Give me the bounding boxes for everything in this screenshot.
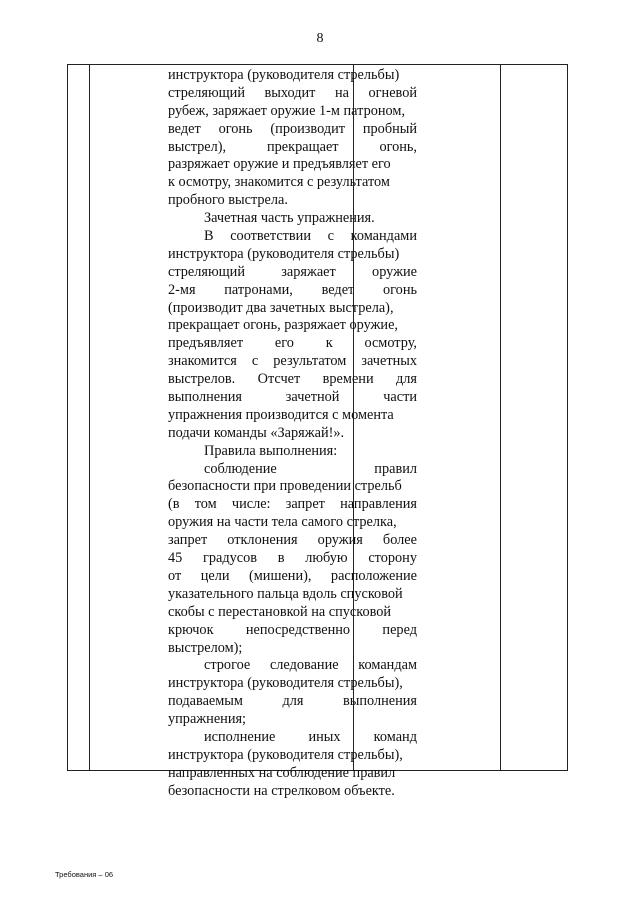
text-line: ведет огонь (производит пробный	[168, 120, 417, 137]
text-line: рубеж, заряжает оружие 1-м патроном,	[168, 102, 406, 119]
text-line: исполнение иных команд	[204, 728, 417, 745]
text-line: соблюдение правил	[204, 460, 417, 477]
page-number: 8	[316, 31, 324, 46]
text-line: инструктора (руководителя стрельбы)	[168, 245, 400, 262]
text-line: инструктора (руководителя стрельбы),	[168, 746, 403, 763]
requirements-cell-text	[168, 67, 417, 801]
text-line: подачи команды «Заряжай!».	[168, 424, 345, 441]
text-line: знакомится с результатом зачетных	[168, 353, 417, 370]
text-line: инструктора (руководителя стрельбы),	[168, 675, 403, 692]
text-line: разряжает оружие и предъявляет его	[168, 156, 391, 173]
text-line: выстрел), прекращает огонь,	[168, 138, 417, 155]
footer-document-label: Требования – 06	[55, 870, 114, 879]
text-line: Правила выполнения:	[204, 442, 338, 459]
text-line: безопасности на стрелковом объекте.	[168, 782, 395, 799]
text-line: пробного выстрела.	[168, 192, 288, 209]
text-line: В соответствии с командами	[204, 228, 417, 245]
text-line: к осмотру, знакомится с результатом	[168, 174, 390, 191]
text-line: безопасности при проведении стрельб	[168, 478, 402, 495]
text-line: стреляющий выходит на огневой	[168, 84, 417, 101]
requirements-table	[67, 64, 568, 799]
text-line: выстрелом);	[168, 639, 243, 656]
text-line: (в том числе: запрет направления	[168, 496, 417, 513]
table-column-divider	[500, 65, 501, 770]
text-line: скобы с перестановкой на спусковой	[168, 603, 392, 620]
text-line: от цели (мишени), расположение	[168, 567, 417, 584]
text-line: запрет отклонения оружия более	[168, 532, 417, 549]
text-line: 45 градусов в любую сторону	[168, 550, 417, 567]
text-line: подаваемым для выполнения	[168, 693, 417, 710]
text-line: 2-мя патронами, ведет огонь	[168, 281, 417, 298]
text-line: (производит два зачетных выстрела),	[168, 299, 394, 316]
text-line: оружия на части тела самого стрелка,	[168, 514, 397, 531]
text-line: прекращает огонь, разряжает оружие,	[168, 317, 399, 334]
text-line: строгое следование командам	[204, 657, 417, 674]
table-column-divider	[89, 65, 90, 770]
text-line: выстрелов. Отсчет времени для	[168, 371, 417, 388]
text-line: упражнения производится с момента	[168, 406, 394, 423]
text-line: крючок непосредственно перед	[168, 621, 417, 638]
text-line: направленных на соблюдение правил	[168, 764, 396, 781]
text-line: указательного пальца вдоль спусковой	[168, 585, 403, 602]
text-line: стреляющий заряжает оружие	[168, 263, 417, 280]
text-line: выполнения зачетной части	[168, 389, 417, 406]
text-line: инструктора (руководителя стрельбы)	[168, 67, 400, 83]
text-line: предъявляет его к осмотру,	[168, 335, 417, 352]
text-line: упражнения;	[168, 711, 247, 728]
text-line: Зачетная часть упражнения.	[204, 210, 375, 227]
